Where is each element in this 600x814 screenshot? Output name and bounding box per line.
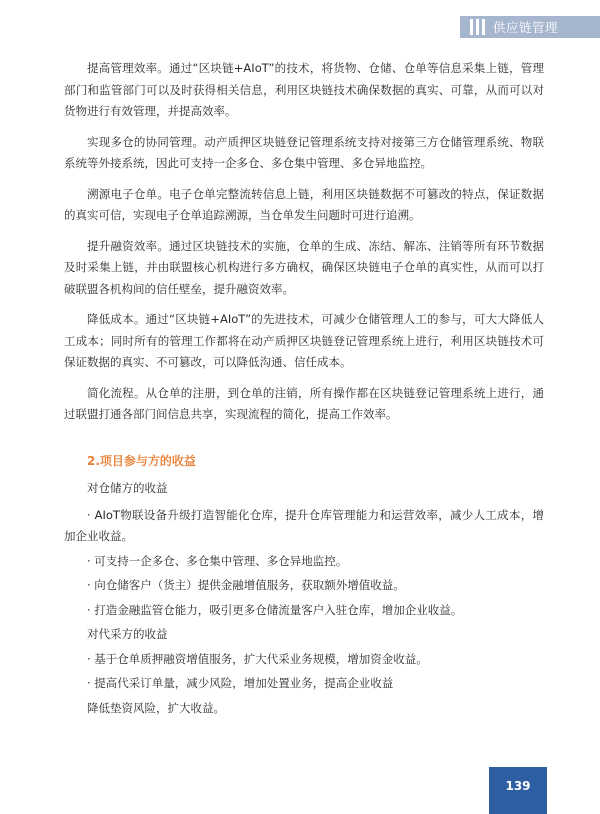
chapter-header-tab (460, 16, 600, 38)
procurement-benefit-item: · 提高代采订单量，减少风险，增加处置业务，提高企业收益 (87, 676, 394, 690)
paragraph-multi-warehouse: 实现多仓的协同管理。动产质押区块链登记管理系统支持对接第三方仓储管理系统、物联系统等外接系统，因此可支持一企多仓、多仓集中管理、多仓异地监控。 (64, 134, 544, 170)
paragraph-financing-efficiency: 提升融资效率。通过区块链技术的实施，仓单的生成、冻结、解冻、注销等所有环节数据及时采集上链，并由联盟核心机构进行多方确权，确保区块链电子仓单的真实性，从而可以打破联盟各机构间的信任壁垒，提升融资效率。 (64, 238, 544, 296)
procurement-benefit-item: · 基于仓单质押融资增值服务，扩大代采业务规模，增加资金收益。 (87, 651, 428, 666)
procurement-benefits-title: 对代采方的收益 (87, 627, 168, 641)
warehouse-benefit-item: · 打造金融监管仓能力，吸引更多仓储流量客户入驻仓库，增加企业收益。 (87, 602, 463, 617)
warehouse-benefit-item: · 向仓储客户（货主）提供金融增值服务，获取额外增值收益。 (87, 578, 405, 592)
paragraph-traceability: 溯源电子仓单。电子仓单完整流转信息上链，利用区块链数据不可篡改的特点，保证数据的真实可信，实现电子仓单追踪溯源，当仓单发生问题时可进行追溯。 (64, 186, 544, 222)
header-bar (470, 19, 473, 35)
warehouse-benefit-item: · AIoT物联设备升级打造智能化仓库，提升仓库管理能力和运营效率，减少人工成本，增加企业收益。 (64, 507, 544, 543)
header-bars-decoration (470, 19, 485, 35)
page-number-box (489, 767, 547, 814)
paragraph-management-efficiency: 提高管理效率。通过“区块链+AIoT”的技术，将货物、仓储、仓单等信息采集上链，管理部门和监管部门可以及时获得相关信息，利用区块链技术确保数据的真实、可靠，从而可以对货物进行有效管理，并提高效率。 (64, 61, 544, 118)
header-bar (476, 19, 479, 35)
warehouse-benefit-item: · 可支持一企多仓、多仓集中管理、多仓异地监控。 (87, 553, 348, 568)
page-body (64, 58, 544, 719)
warehouse-benefits-title: 对仓储方的收益 (87, 481, 168, 495)
page-number: 139 (505, 779, 531, 793)
closing-line: 降低垫资风险，扩大收益。 (87, 700, 225, 715)
header-bar (482, 19, 485, 35)
section-heading: 2.项目参与方的收益 (87, 453, 196, 468)
paragraph-cost-reduction: 降低成本。通过“区块链+AIoT”的先进技术，可减少仓储管理人工的参与，可大大降低人工成本；同时所有的管理工作都将在动产质押区块链登记管理系统上进行，利用区块链技术可保证数据的真实、不可篡改，可以降低沟通、信任成本。 (64, 312, 544, 369)
chapter-title: 供应链管理 (493, 20, 559, 35)
paragraph-process-simplification: 简化流程。从仓单的注册，到仓单的注销，所有操作都在区块链登记管理系统上进行，通过联盟打通各部门间信息共享，实现流程的简化，提高工作效率。 (64, 385, 544, 421)
